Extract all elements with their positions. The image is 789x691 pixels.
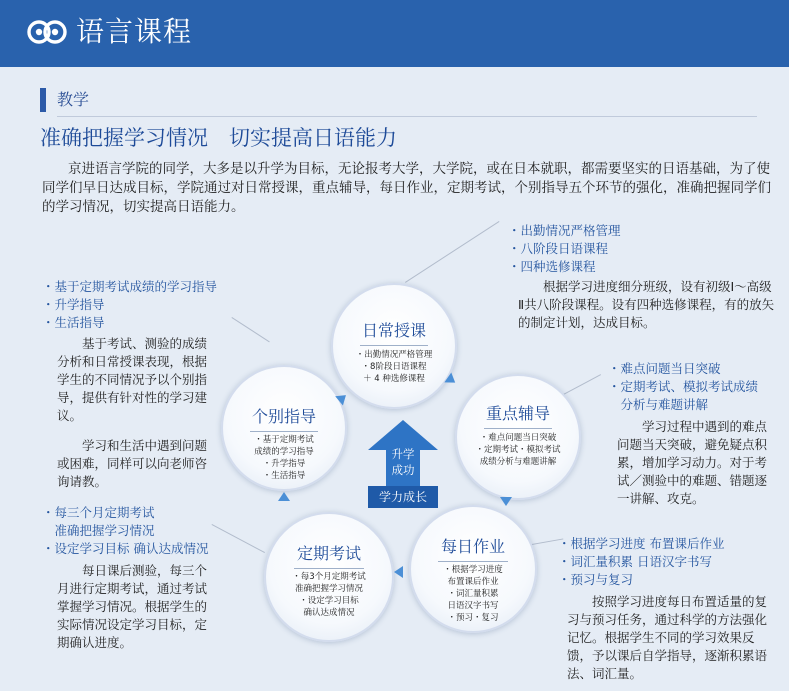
intro-paragraph: 京进语言学院的同学，大多是以升学为目标，无论报考大学，大学院，或在日本就职，都需要坚实的日语基础，为了使同学们早日达成目标，学院通过对日常授课，重点辅导，每日作业，定期考试，个别指导五个环节的强化，准确把握同学们的学习情况，切实提高日语能力。 [42, 161, 771, 215]
note-exam-paragraph: 每日课后测验，每三个月进行定期考试，通过考试掌握学习情况。根据学生的实际情况设定学习目标，定期确认进度。 [57, 563, 208, 650]
note-exam-bullet: ・每三个月定期考试 [42, 505, 155, 520]
brand-title: 语言课程 [76, 15, 193, 48]
note-individual-paragraph: 学习和生活中遇到问题或困难，同样可以向老师咨询请教。 [57, 438, 208, 489]
cycle-individual-item: ・基于定期考试 [254, 435, 314, 445]
cycle-focus-item: ・难点问题当日突破 [479, 433, 557, 443]
note-homework-bullets [558, 535, 724, 589]
cycle-homework-items [411, 564, 535, 624]
note-exam-bullet: 准确把握学习情况 [42, 523, 155, 538]
growth-label: 学力成长 [368, 486, 438, 508]
note-individual-bullet: ・生活指导 [42, 315, 105, 330]
cycle-focus-items [457, 432, 579, 468]
cycle-focus-item: ・定期考试・模拟考试 [475, 445, 561, 455]
note-focus-bullet: ・难点问题当日突破 [608, 361, 721, 376]
note-exam-bullets [42, 504, 208, 558]
cycle-homework-divider [438, 561, 507, 562]
cycle-homework-title: 每日作业 [440, 537, 505, 556]
cycle-individual-divider [250, 431, 318, 432]
cycle-daily-item: ・8阶段日语课程 [361, 362, 427, 372]
pointer-line-daily [405, 221, 499, 283]
cycle-arrow-exam-to-individual [278, 492, 290, 501]
infinity-loop-logo-icon [26, 14, 68, 50]
note-individual-paragraph: 基于考试、测验的成绩分析和日常授课表现，根据学生的不同情况予以个别指导，提供有针对性的学习建议。 [57, 336, 208, 423]
cycle-daily-item: ・出勤情况严格管理 [355, 350, 433, 360]
cycle-focus-divider [484, 428, 552, 429]
cycle-exam-items [266, 571, 392, 619]
note-individual-bullet: ・基于定期考试成绩的学习指导 [42, 279, 218, 294]
cycle-focus-item: 成绩分析与难题讲解 [479, 457, 557, 467]
cycle-exam-item: ・设定学习目标 [299, 596, 359, 606]
section-marker [40, 88, 46, 112]
note-individual-bullets [42, 278, 217, 332]
cycle-homework-item: ・预习・复习 [447, 613, 499, 623]
cycle-individual-item: 成绩的学习指导 [254, 447, 314, 457]
cycle-individual-guidance [221, 365, 347, 491]
cycle-homework-item: 日语汉字书写 [447, 601, 499, 611]
cycle-individual-item: ・生活指导 [262, 471, 306, 481]
cycle-daily-items [333, 349, 455, 385]
note-daily-bullet: ・出勤情况严格管理 [508, 223, 621, 238]
header-bar [0, 0, 789, 67]
cycle-focus-title: 重点辅导 [485, 404, 550, 423]
cycle-individual-items [223, 434, 345, 482]
cycle-daily-title: 日常授课 [361, 321, 426, 340]
cycle-homework-item: 布置课后作业 [447, 577, 499, 587]
note-individual-body [57, 335, 213, 491]
note-exam-bullet: ・设定学习目标 确认达成情况 [42, 541, 209, 556]
note-homework-bullet: ・根据学习进度 布置课后作业 [558, 536, 725, 551]
cycle-exam-title: 定期考试 [296, 544, 361, 563]
cycle-focus-tutoring [455, 374, 581, 500]
cycle-homework-item: ・根据学习进度 [443, 565, 503, 575]
note-focus-bullet: ・定期考试、模拟考试成绩 [608, 379, 759, 394]
cycle-individual-item: ・升学指导 [262, 459, 306, 469]
note-exam-body [57, 562, 217, 652]
note-homework-bullet: ・词汇量积累 日语汉字书写 [558, 554, 712, 569]
note-daily-bullet: ・四种选修课程 [508, 259, 596, 274]
page-headline: 准确把握学习情况 切实提高日语能力 [40, 126, 397, 150]
center-label-line1: 升学 [391, 447, 415, 461]
note-daily-paragraph: 根据学习进度细分班级，设有初级Ⅰ～高级Ⅱ共八阶段课程。设有四种选修课程，有的放矢的制定计划，达成目标。 [518, 279, 775, 330]
cycle-regular-exams [264, 512, 394, 642]
note-focus-bullet: 分析与难题讲解 [608, 397, 709, 412]
cycle-exam-item: ・每3个月定期考试 [292, 572, 366, 582]
cycle-daily-divider [360, 345, 428, 346]
cycle-exam-divider [294, 568, 365, 569]
section-divider [57, 116, 757, 117]
note-homework-paragraph: 按照学习进度每日布置适量的复习与预习任务，通过科学的方法强化记忆。根据学生不同的学习效果反馈，予以课后自学指导，逐渐积累语法、词汇量。 [567, 594, 768, 681]
pointer-line-exam [212, 524, 265, 553]
cycle-exam-item: 准确把握学习情况 [294, 584, 363, 594]
cycle-daily-lessons [331, 283, 457, 409]
cycle-exam-item: 确认达成情况 [303, 608, 355, 618]
note-daily-bullet: ・八阶段日语课程 [508, 241, 609, 256]
note-daily-body [518, 278, 776, 332]
note-daily-bullets [508, 222, 621, 276]
note-focus-paragraph: 学习过程中遇到的难点问题当天突破，避免疑点积累，增加学习动力。对于考试／测验中的难题、错题逐一讲解、攻克。 [617, 419, 768, 506]
cycle-daily-homework [409, 505, 537, 633]
cycle-arrow-homework-to-exam [394, 566, 403, 578]
cycle-daily-item: ＋ 4 种选修课程 [363, 374, 425, 384]
cycle-arrow-focus-to-homework [500, 497, 512, 506]
note-individual-bullet: ・升学指导 [42, 297, 105, 312]
center-label-line2: 成功 [391, 463, 415, 477]
note-homework-body [567, 593, 772, 683]
note-homework-bullet: ・预习与复习 [558, 572, 634, 587]
cycle-homework-item: ・词汇量积累 [447, 589, 499, 599]
pointer-line-individual [231, 317, 269, 342]
cycle-individual-title: 个别指导 [251, 407, 316, 426]
note-focus-body [617, 418, 777, 508]
note-focus-bullets [608, 360, 758, 414]
section-title: 教学 [57, 90, 90, 109]
